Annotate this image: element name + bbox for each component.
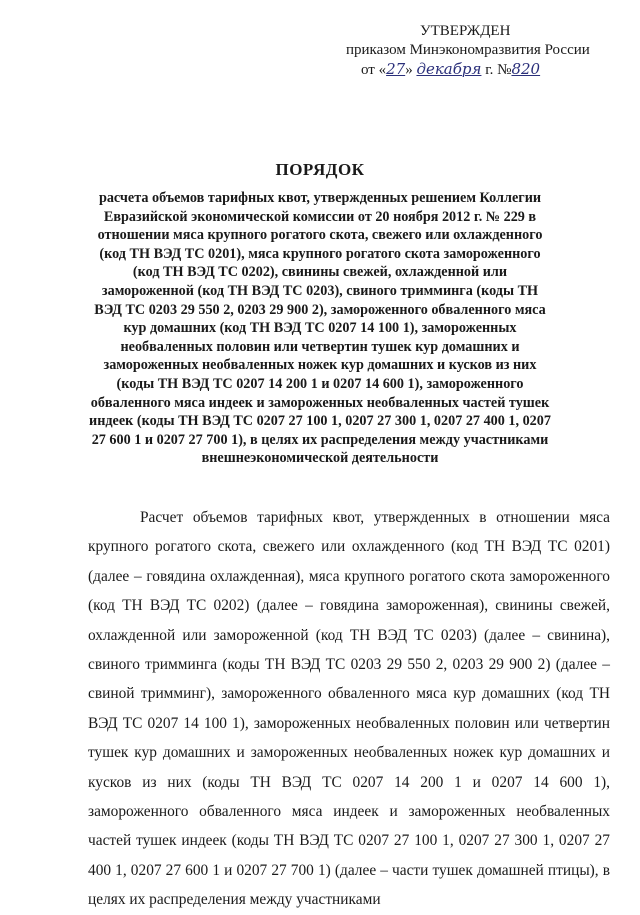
body-paragraph: Расчет объемов тарифных квот, утвержденных в отношении мяса крупного рогатого скота, свежего или охлажденного (код ТН ВЭД ТС 0201) (далее – говядина охлажденная), мяса крупного рогатого скота замороженного (код ТН ВЭД ТС 0202) (далее – говядина замороженная), свинины свежей, охлажденной или замороженной (код ТН ВЭД ТС 0203) (далее – свинина), свиного тримминга (коды ТН ВЭД ТС 0203 29 550 2, 0203 29 900 2) (далее – свиной тримминг), замороженного обваленного мяса кур домашних (код ТН ВЭД ТС 0207 14 100 1), замороженных необваленных половин или четвертин тушек кур домашних и замороженных необваленных ножек кур домашних и кусков из них (коды ТН ВЭД ТС 0207 14 200 1 и 0207 14 600 1), замороженного обваленного мяса индеек и замороженных необваленных частей тушек индеек (коды ТН ВЭД ТС 0207 27 100 1, 0207 27 300 1, 0207 27 400 1, 0207 27 600 1 и 0207 27 700 1) (далее – части тушек домашней птицы), в целях их распределения между участниками [88, 509, 610, 909]
handwritten-day: 27 [386, 60, 406, 78]
approval-date-line [340, 60, 610, 80]
approval-stamp [340, 22, 610, 80]
year-label: г. № [485, 62, 512, 78]
document-heading: ПОРЯДОК [275, 160, 365, 179]
handwritten-number: 820 [511, 60, 541, 78]
approval-title: УТВЕРЖДЕН [420, 23, 511, 39]
handwritten-month: декабря [416, 60, 482, 78]
date-prefix: от « [361, 62, 387, 78]
document-subheading: расчета объемов тарифных квот, утвержденных решением Коллегии Евразийской экономической комиссии от 20 ноября 2012 г. № 229 в отношении мяса крупного рогатого скота, свежего или охлажденного (код ТН ВЭД ТС 0201), мяса крупного рогатого скота замороженного (код ТН ВЭД ТС 0202), свинины свежей, охлажденной или замороженной (код ТН ВЭД ТС 0203), свиного тримминга (коды ТН ВЭД ТС 0203 29 550 2, 0203 29 900 2), замороженного обваленного мяса кур домашних (код ТН ВЭД ТС 0207 14 100 1), замороженных необваленных половин или четвертин тушек кур домашних и замороженных необваленных ножек кур домашних и кусков из них (коды ТН ВЭД ТС 0207 14 200 1 и 0207 14 600 1), замороженного обваленного мяса индеек и замороженных необваленных частей тушек индеек (коды ТН ВЭД ТС 0207 27 100 1, 0207 27 300 1, 0207 27 400 1, 0207 27 600 1 и 0207 27 700 1), в целях их распределения между участниками внешнеэкономической деятельности [89, 190, 551, 467]
date-quote-close: » [405, 62, 413, 78]
approval-order: приказом Минэкономразвития России [346, 42, 590, 58]
